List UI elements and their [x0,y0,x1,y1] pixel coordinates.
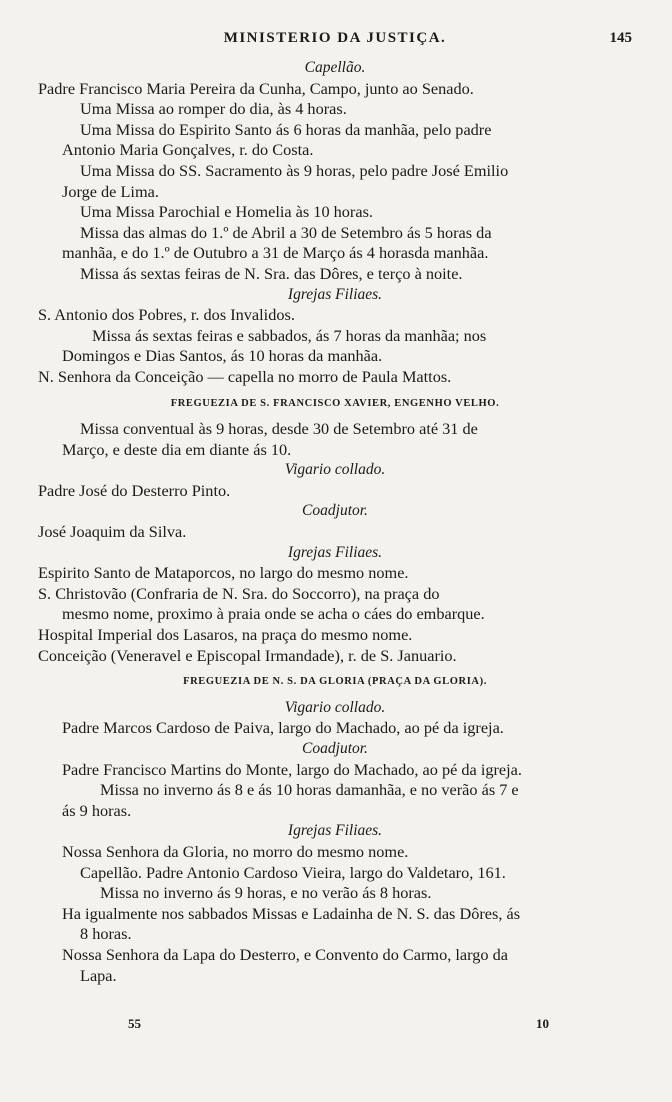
signature-mark-left: 55 [128,1016,141,1031]
text-line: Março, e deste dia em diante ás 10. [62,439,292,459]
section-heading: Capellão. [304,59,366,76]
text-line: N. Senhora da Conceição — capella no morro de Paula Mattos. [38,366,452,386]
text-line: Espirito Santo de Mataporcos, no largo do mesmo nome. [38,563,409,583]
text-line: Nossa Senhora da Lapa do Desterro, e Convento do Carmo, largo da [62,944,508,964]
text-line: Padre Francisco Martins do Monte, largo do Machado, ao pé da igreja. [62,759,522,779]
text-line: Uma Missa do SS. Sacramento às 9 horas, pelo padre José Emilio [80,160,509,180]
section-heading: Coadjutor. [302,502,368,520]
text-line: Uma Missa Parochial e Homelia às 10 horas. [80,202,373,222]
body-text [38,58,632,986]
page-footer [0,1016,672,1036]
text-line: José Joaquim da Silva. [38,522,187,542]
text-line: Capellão. Padre Antonio Cardoso Vieira, largo do Valdetaro, 161. [80,862,506,882]
parish-heading: FREGUEZIA DE S. FRANCISCO XAVIER, ENGENHO VELHO. [170,397,500,409]
signature-mark-right: 10 [536,1016,549,1031]
text-line: S. Christovão (Confraria de N. Sra. do Soccorro), na praça do [38,583,440,603]
section-heading: Igrejas Filiaes. [287,285,383,303]
text-line: Uma Missa do Espirito Santo ás 6 horas da manhãa, pelo padre [80,119,492,139]
text-line: Jorge de Lima. [62,181,159,201]
parish-heading: FREGUEZIA DE N. S. DA GLORIA (PRAÇA DA GLORIA). [183,676,487,688]
text-line: Hospital Imperial dos Lasaros, na praça do mesmo nome. [38,625,413,645]
text-line: Missa no inverno ás 8 e ás 10 horas damanhãa, e no verão ás 7 e [100,780,519,800]
text-line: Missa no inverno ás 9 horas, e no verão ás 8 horas. [100,883,432,903]
section-heading: Coadjutor. [302,740,368,757]
section-heading: Vigario collado. [284,698,386,716]
text-line: Uma Missa ao romper do dia, às 4 horas. [80,99,347,119]
text-line: Conceição (Veneravel e Episcopal Irmandade), r. de S. Januario. [38,645,457,665]
text-line: Padre José do Desterro Pinto. [38,480,231,500]
text-line: Domingos e Dias Santos, ás 10 horas da manhãa. [62,346,383,366]
text-line: Lapa. [80,965,117,985]
text-line: Missa ás sextas feiras de N. Sra. das Dôres, e terço à noite. [80,263,463,283]
text-line: S. Antonio dos Pobres, r. dos Invalidos. [38,305,295,325]
text-line: Ha igualmente nos sabbados Missas e Ladainha de N. S. das Dôres, ás [62,903,521,923]
text-line: Padre Marcos Cardoso de Paiva, largo do Machado, ao pé da igreja. [62,718,504,738]
text-line: Missa ás sextas feiras e sabbados, ás 7 horas da manhãa; nos [92,325,487,345]
section-heading: Igrejas Filiaes. [287,822,383,840]
text-line: Antonio Maria Gonçalves, r. do Costa. [62,140,314,160]
section-heading: Igrejas Filiaes. [287,543,383,561]
text-line: ás 9 horas. [62,800,132,820]
page-header [38,30,632,58]
section-heading: Vigario collado. [284,461,386,479]
text-line: 8 horas. [80,924,132,944]
text-line: Missa das almas do 1.º de Abril a 30 de Setembro ás 5 horas da [80,222,492,242]
text-line: manhãa, e do 1.º de Outubro a 31 de Março ás 4 horasda manhãa. [62,243,489,263]
text-line: Nossa Senhora da Gloria, no morro do mesmo nome. [62,841,409,861]
text-line: mesmo nome, proximo à praia onde se acha o cáes do embarque. [62,604,485,624]
running-title: MINISTERIO DA JUSTIÇA. [223,30,447,46]
text-line: Missa conventual às 9 horas, desde 30 de Setembro até 31 de [80,419,478,439]
page-number: 145 [609,30,632,46]
text-line: Padre Francisco Maria Pereira da Cunha, Campo, junto ao Senado. [38,78,474,98]
